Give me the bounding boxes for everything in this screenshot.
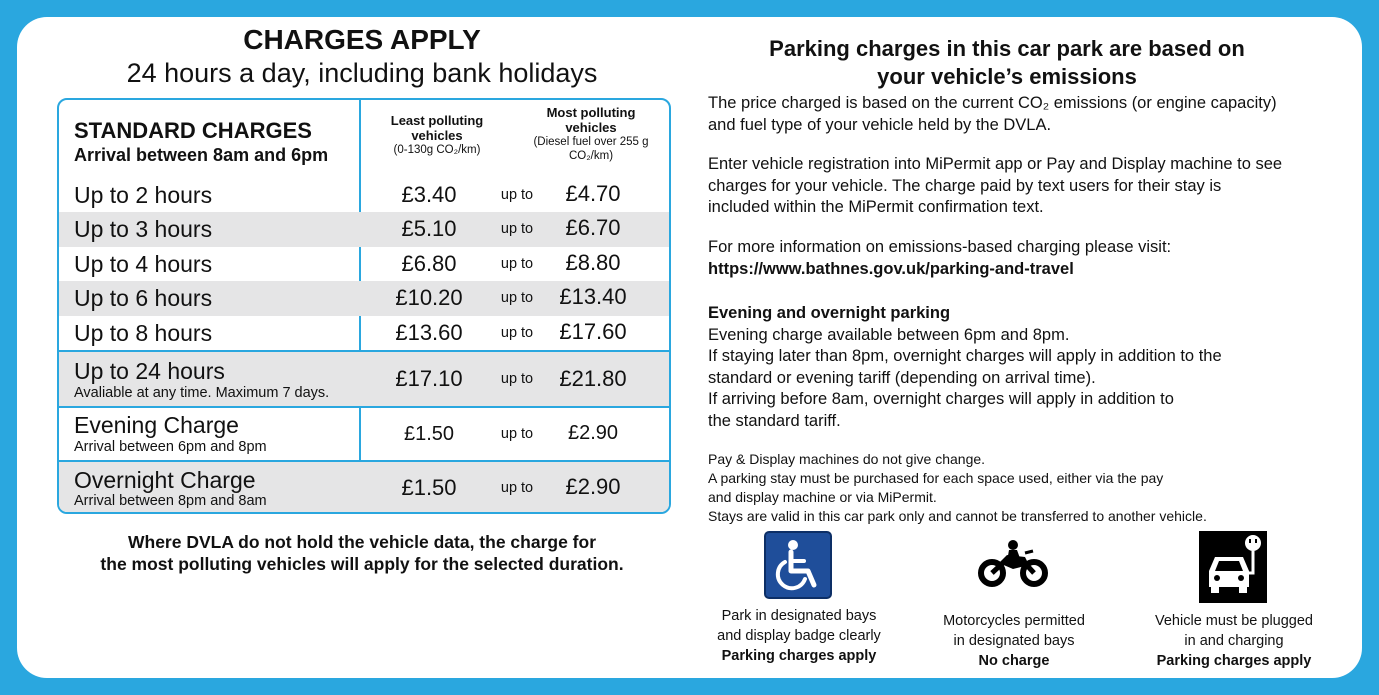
charges-subtitle: 24 hours a day, including bank holidays [126,58,598,88]
emissions-heading [707,35,1307,91]
charges-title: CHARGES APPLY [243,24,481,55]
ev-charging-icon [1199,531,1267,603]
paragraph-line: Evening charge available between 6pm and 8pm. [708,325,1070,344]
caption-line: Park in designated bays [721,608,877,624]
upto-label: up to [500,426,534,442]
evening-overnight-paragraph [708,303,1348,432]
table-row [59,352,669,406]
caption-line: Motorcycles permitted [943,613,1085,629]
paragraph-line: standard or evening tariff (depending on arrival time). [708,368,1096,387]
least-price: £13.60 [395,320,463,345]
charges-table [57,98,671,514]
table-row [59,408,669,460]
most-price: £2.90 [567,422,619,444]
dvla-note-line: the most polluting vehicles will apply for the selected duration. [100,554,624,574]
paragraph-line: Enter vehicle registration into MiPermit app or Pay and Display machine to see [708,155,1283,173]
ev-charging-caption [1134,611,1334,671]
council-website-link[interactable]: https://www.bathnes.gov.uk/parking-and-travel [708,259,1074,278]
least-polluting-label: Least polluting vehicles [390,113,484,143]
paragraph-line: For more information on emissions-based charging please visit: [708,238,1172,256]
row-label: Up to 3 hours [74,216,213,242]
row-sublabel: Avaliable at any time. Maximum 7 days. [74,385,330,401]
standard-charges-heading [74,118,328,166]
least-price: £5.10 [401,216,457,241]
evening-overnight-heading: Evening and overnight parking [708,304,951,322]
sign-panel [17,17,1362,678]
info-paragraph [708,237,1348,280]
upto-label: up to [500,480,534,496]
upto-label: up to [500,256,534,272]
caption-line: Parking charges apply [721,648,877,664]
least-price: £3.40 [401,182,457,207]
price-basis-paragraph [708,93,1348,136]
paragraph-line: included within the MiPermit confirmation text. [708,198,1044,216]
least-price: £10.20 [395,285,463,310]
paragraph-line: If arriving before 8am, overnight charges will apply in addition to [708,390,1174,408]
least-polluting-heading [377,113,497,157]
most-price: £6.70 [565,215,621,240]
table-row [59,178,669,212]
most-polluting-heading [529,105,653,163]
note-line: Pay & Display machines do not give change. [708,451,986,467]
note-line: A parking stay must be purchased for each space used, either via the pay [708,470,1164,486]
caption-line: and display badge clearly [717,628,881,644]
wheelchair-icon [764,531,832,599]
upto-label: up to [500,221,534,237]
row-label: Up to 4 hours [74,251,213,277]
caption-line: No charge [978,653,1050,669]
emissions-title-line: your vehicle’s emissions [877,64,1137,89]
row-label: Up to 24 hours [74,358,225,384]
note-line: Stays are valid in this car park only and cannot be transferred to another vehicle. [708,508,1207,524]
disabled-bay-caption [699,606,899,666]
most-polluting-sub: (Diesel fuel over 255 g CO₂/km) [533,136,649,162]
upto-label: up to [500,290,534,306]
emissions-title-line: Parking charges in this car park are based on [769,36,1245,61]
least-polluting-sub: (0-130g CO₂/km) [393,144,481,156]
row-label: Overnight Charge [74,467,256,493]
charges-header [57,25,667,89]
paragraph-line: the standard tariff. [708,411,841,430]
row-label: Up to 6 hours [74,285,213,311]
most-price: £13.40 [559,284,627,309]
caption-line: in designated bays [953,633,1075,649]
row-label: Evening Charge [74,412,239,438]
caption-line: Parking charges apply [1156,653,1312,669]
dvla-note [57,531,667,575]
paragraph-line: If staying later than 8pm, overnight charges will apply in addition to the [708,347,1222,365]
table-row [59,212,669,247]
row-sublabel: Arrival between 8pm and 8am [74,493,267,509]
paragraph-line: and fuel type of your vehicle held by the DVLA. [708,115,1052,134]
table-row [59,316,669,350]
least-price: £1.50 [401,475,457,500]
table-row [59,281,669,316]
table-row [59,462,669,514]
most-polluting-label: Most polluting vehicles [546,105,636,135]
standard-charges-sub: Arrival between 8am and 6pm [74,145,329,165]
upto-label: up to [500,325,534,341]
motorcycle-caption [914,611,1114,671]
row-sublabel: Arrival between 6pm and 8pm [74,439,267,455]
least-price: £17.10 [395,366,463,391]
least-price: £6.80 [401,251,457,276]
most-price: £2.90 [565,474,621,499]
paragraph-line: The price charged is based on the current CO₂ emissions (or engine capacity) [708,94,1277,112]
caption-line: in and charging [1184,633,1284,649]
upto-label: up to [500,187,534,203]
least-price: £1.50 [403,423,455,445]
dvla-note-line: Where DVLA do not hold the vehicle data, the charge for [127,532,596,552]
paragraph-line: charges for your vehicle. The charge paid by text users for their stay is [708,176,1222,195]
payment-notes [708,450,1348,526]
standard-charges-title: STANDARD CHARGES [74,118,312,143]
row-label: Up to 2 hours [74,182,213,208]
most-price: £4.70 [565,181,621,206]
upto-label: up to [500,371,534,387]
most-price: £21.80 [559,366,627,391]
table-row [59,247,669,281]
row-label: Up to 8 hours [74,320,213,346]
motorcycle-icon [977,539,1049,587]
most-price: £17.60 [559,319,627,344]
note-line: and display machine or via MiPermit. [708,489,937,505]
most-price: £8.80 [565,250,621,275]
registration-paragraph [708,154,1348,219]
caption-line: Vehicle must be plugged [1155,613,1313,629]
